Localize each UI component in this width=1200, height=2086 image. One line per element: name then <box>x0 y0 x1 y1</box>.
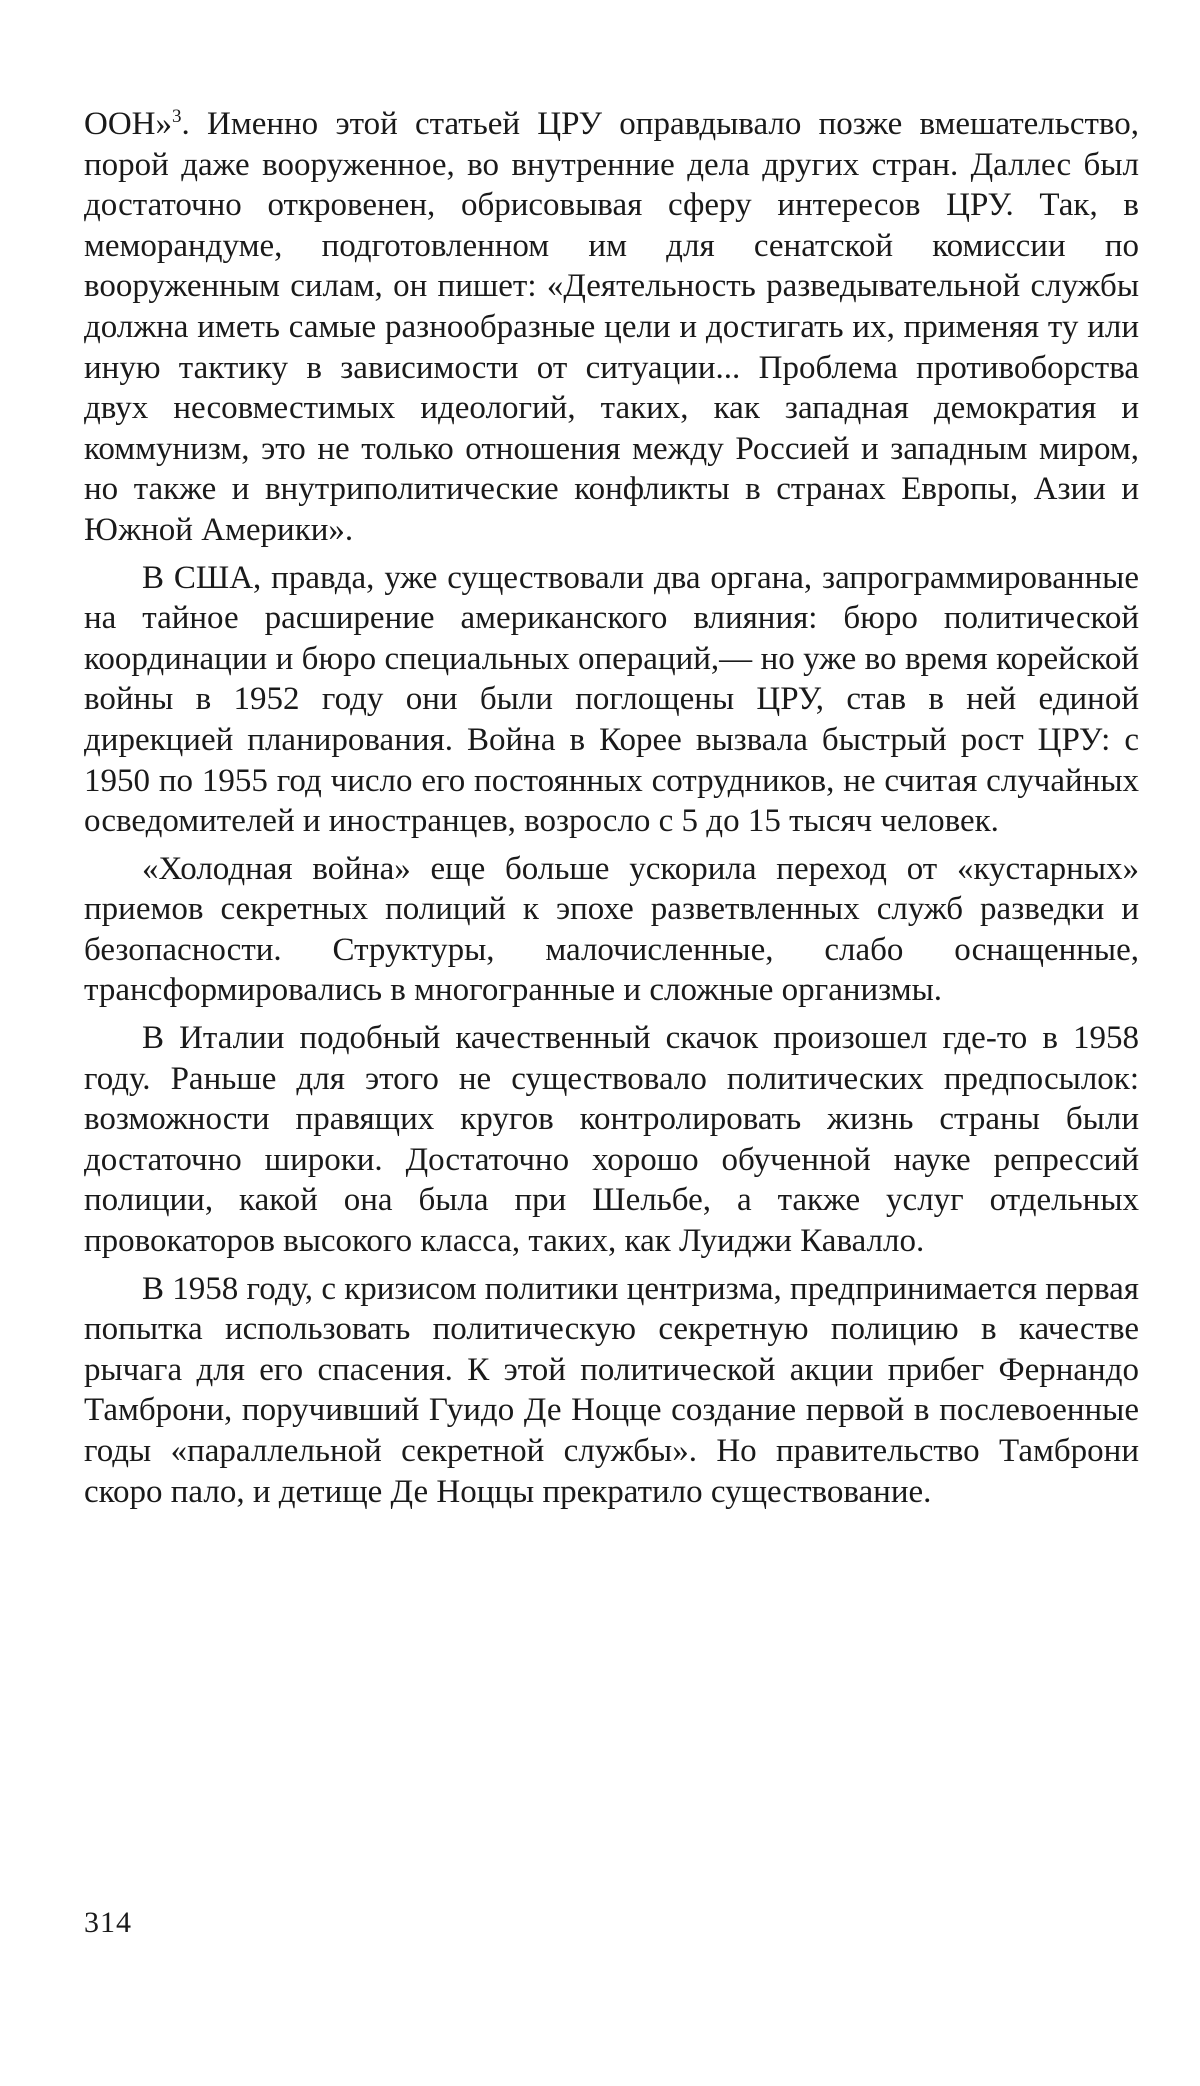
paragraph-2: В США, правда, уже существовали два органа, запрограммированные на тайное расширение американского влияния: бюро политической координации и бюро специальных операций,— но уже во время корейской войны в 1952 году они были поглощены ЦРУ, став в ней единой дирекцией планирования. Война в Корее вызвала быстрый рост ЦРУ: с 1950 по 1955 год число его постоянных сотрудников, не считая случайных осведомителей и иностранцев, возросло с 5 до 15 тысяч человек. <box>84 559 1139 840</box>
paragraph-1 <box>84 104 1139 551</box>
page-number: 314 <box>84 1906 132 1939</box>
paragraph-3: «Холодная война» еще больше ускорила переход от «кустарных» приемов секретных полиций к эпохе разветвленных служб разведки и безопасности. Структуры, малочисленные, слабо оснащенные, трансформировались в многогранные и сложные организмы. <box>84 850 1139 1009</box>
paragraph-5: В 1958 году, с кризисом политики центризма, предпринимается первая попытка использовать политическую секретную полицию в качестве рычага для его спасения. К этой политической акции прибег Фернандо Тамброни, поручивший Гуидо Де Ноцце создание первой в послевоенные годы «параллельной секретной службы». Но правительство Тамброни скоро пало, и детище Де Ноццы прекратило существование. <box>84 1270 1139 1510</box>
paragraph-1-lead: ООН» <box>84 106 172 142</box>
paragraph-1-text: . Именно этой статьей ЦРУ оправдывало позже вмешательство, порой даже вооруженное, во внутренние дела других стран. Даллес был достаточно откровенен, обрисовывая сферу интересов ЦРУ. Так, в меморандуме, подготовленном им для сенатской комиссии по вооруженным силам, он пишет: «Деятельность разведывательной службы должна иметь самые разнообразные цели и достигать их, применяя ту или иную тактику в зависимости от ситуации... Проблема противоборства двух несовместимых идеологий, таких, как западная демократия и коммунизм, это не только отношения между Россией и западным миром, но также и внутриполитические конфликты в странах Европы, Азии и Южной Америки». <box>84 106 1139 548</box>
footnote-reference: 3 <box>172 106 182 127</box>
paragraph-4: В Италии подобный качественный скачок произошел где-то в 1958 году. Раньше для этого не существовало политических предпосылок: возможности правящих кругов контролировать жизнь страны были достаточно широки. Достаточно хорошо обученной науке репрессий полиции, какой она была при Шельбе, а также услуг отдельных провокаторов высокого класса, таких, как Луиджи Кавалло. <box>84 1020 1139 1260</box>
body-text <box>84 104 1139 1519</box>
